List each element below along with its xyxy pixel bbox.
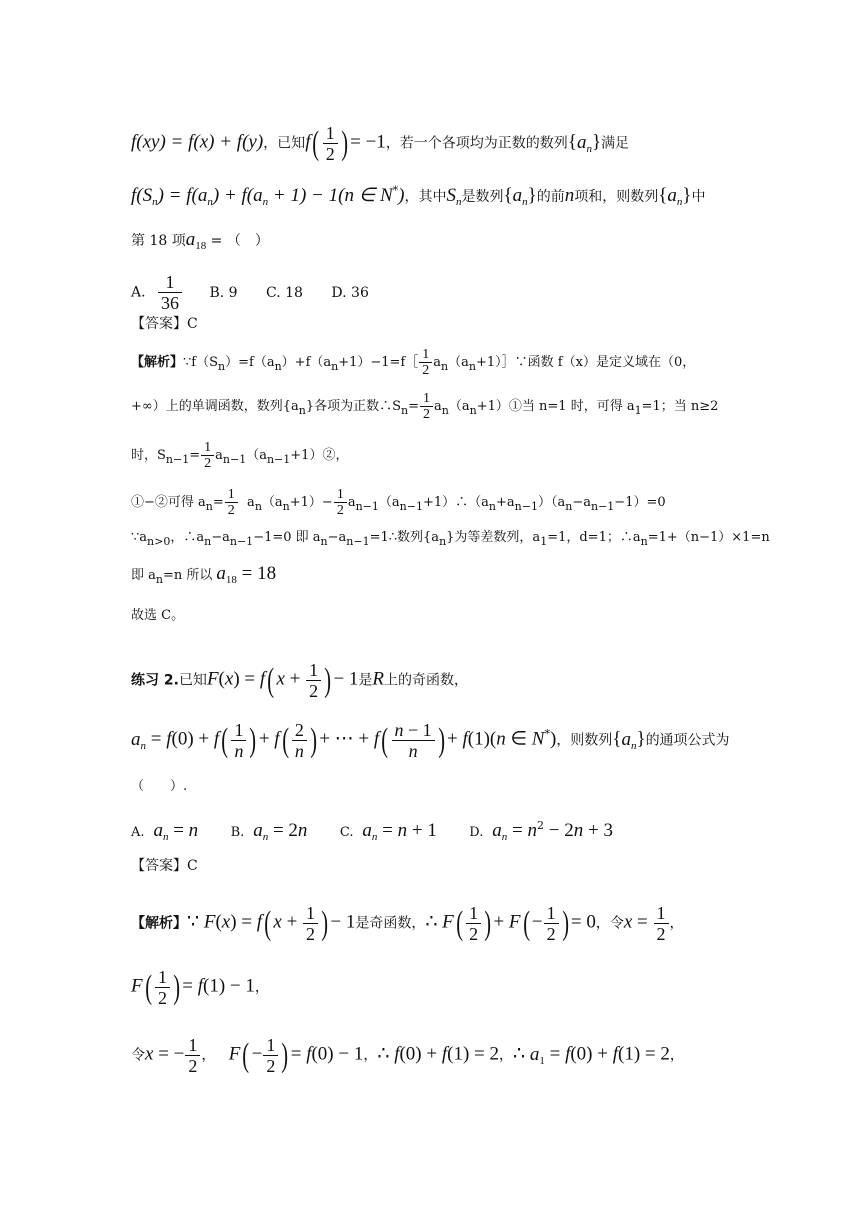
problem1-line1: f(xy) = f(x) + f(y)，已知f( $\frac{1}{2}$ ) = −1，若一个各项均为正数的数列$\{a_n\}$满足 — [131, 123, 630, 164]
analysis-2-line3: 令x = − $\frac{1}{2}$ ， F( − $\frac{1}{2}$ ) = f(0) − 1，∴ f(0) + f(1) = 2，∴ $a_1 = f(0) + f(1) = 2$， — [131, 1035, 684, 1076]
answer-1: 【答案】C — [131, 316, 198, 332]
exercise-2-paren: （ ）. — [131, 779, 188, 794]
analysis-1-line6: 即 $a_n=n$ 所以 $a_{18} = 18$ — [131, 563, 277, 586]
analysis-1-line5: $\because a_{n>0}$，$\therefore a_n-a_{n-1}-1=0$ 即 $a_n-a_{n-1}=1\therefore$数列$\{a_n\}$为等差数列，$a_1=1$，d=1；$\therefore a_n=1+(n-1)\times 1=n$ — [131, 530, 770, 548]
exercise-2-options: A. $a_n = n$ B. $a_n = 2n$ C. $a_n = n + 1$ D. $a_n = n^2 - 2n + 3$ — [131, 819, 613, 843]
problem1-options: A. $\frac{1}{36}$ B. 9 C. 18 D. 36 — [131, 272, 369, 313]
analysis-2-line2: F( $\frac{1}{2}$ ) = f(1) − 1， — [131, 967, 269, 1008]
answer-2: 【答案】C — [131, 858, 198, 874]
analysis-2-line1: 【解析】∵ F(x) = f( x + $\frac{1}{2}$ ) − 1是奇函数，∴ F( $\frac{1}{2}$ ) + F( − $\frac{1}{2}$ ) = 0，令x = $\frac{1}{2}$ ， — [131, 903, 684, 944]
exercise-2-title: 练习 2.已知F(x) = f( x + $\frac{1}{2}$ ) − 1是R上的奇函数， — [131, 660, 469, 701]
analysis-1-conclusion: 故选 C。 — [131, 608, 185, 623]
analysis-1-line1: 【解析】$\because f(S_n)=f(a_n)+f(a_n+1)-1=f[$ $\frac{1}{2}$ $a_n(a_n+1)]\because$函数 f（x）是定义域在（0， — [131, 347, 696, 378]
analysis-1-line2: +∞）上的单调函数，数列$\{a_n\}$各项为正数$\therefore S_n=$ $\frac{1}{2}$ $a_n(a_n+1)①$当 n=1 时，可得 $a_1=1$；当 n≥2 — [131, 391, 719, 422]
problem1-line2: $f(S_n) = f(a_n) + f(a_n + 1) - 1(n$ ∈ N*)，其中$S_n$是数列$\{a_n\}$的前n项和，则数列$\{a_n\}$中 — [131, 184, 706, 208]
analysis-1-line3: 时，$S_{n-1}=$ $\frac{1}{2}$ $a_{n-1}(a_{n-1}+1)②$， — [131, 440, 349, 471]
problem1-line3: 第 18 项$a_{18}$ = （ ） — [131, 229, 269, 252]
exercise-2-formula: $a_n = f(0) + f$( $\frac{1}{n}$ ) + f( $\frac{2}{n}$ ) + ⋯ + f( $\frac{n - 1}{n}$ ) + f(1)(n ∈ N*)，则数列$\{a_n\}$的通项公式为 — [131, 720, 730, 761]
analysis-1-line4: ①−②可得 $a_n=$ $\frac{1}{2}$ $a_n(a_n+1)-$ $\frac{1}{2}$ $a_{n-1}(a_{n-1}+1)\therefore(a_n+a_{n-1})(a_n-a_{n-1}-1)=0$ — [131, 487, 666, 518]
